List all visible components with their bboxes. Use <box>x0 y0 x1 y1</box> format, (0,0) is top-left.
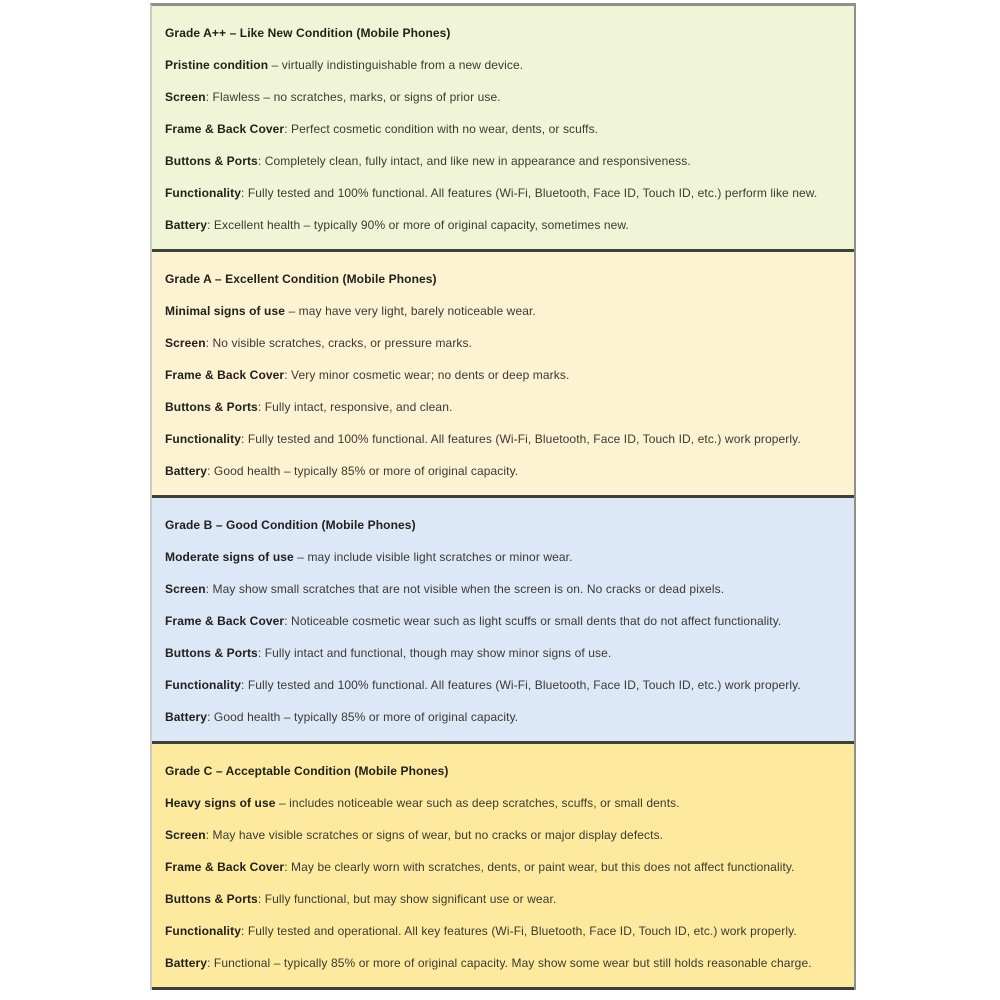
spec-line-buttons-ports <box>165 400 841 414</box>
spec-line-frame-back-cover <box>165 122 841 136</box>
spec-label: Screen <box>165 90 206 104</box>
spec-label: Functionality <box>165 678 241 692</box>
spec-label: Functionality <box>165 432 241 446</box>
spec-line-heavy-signs-of-use <box>165 796 841 810</box>
spec-line-screen <box>165 90 841 104</box>
spec-line-buttons-ports <box>165 892 841 906</box>
spec-label: Screen <box>165 828 206 842</box>
spec-text: : May be clearly worn with scratches, dents, or paint wear, but this does not affect functionality. <box>284 860 795 874</box>
spec-text: : Perfect cosmetic condition with no wear, dents, or scuffs. <box>284 122 599 136</box>
spec-line-functionality <box>165 186 841 200</box>
spec-label: Buttons & Ports <box>165 154 258 168</box>
grade-section-title: Grade A – Excellent Condition (Mobile Phones) <box>165 272 437 286</box>
grade-section-a <box>152 252 854 498</box>
spec-text: : Functional – typically 85% or more of original capacity. May show some wear but still holds reasonable charge. <box>207 956 812 970</box>
grade-section-b <box>152 498 854 744</box>
spec-line-minimal-signs-of-use <box>165 304 841 318</box>
spec-line-frame-back-cover <box>165 860 841 874</box>
spec-label: Buttons & Ports <box>165 892 258 906</box>
spec-text: : Fully tested and operational. All key features (Wi-Fi, Bluetooth, Face ID, Touch ID, etc.) work properly. <box>240 924 797 938</box>
grading-document <box>150 3 856 990</box>
spec-text: – virtually indistinguishable from a new device. <box>268 58 524 72</box>
spec-line-screen <box>165 582 841 596</box>
spec-label: Moderate signs of use <box>165 550 294 564</box>
spec-text: : May have visible scratches or signs of wear, but no cracks or major display defects. <box>205 828 664 842</box>
grade-section-a-plus-plus <box>152 6 854 252</box>
spec-text: : Good health – typically 85% or more of original capacity. <box>207 464 519 478</box>
spec-label: Minimal signs of use <box>165 304 286 318</box>
spec-label: Battery <box>165 956 208 970</box>
spec-line-battery <box>165 956 841 970</box>
spec-line-functionality <box>165 678 841 692</box>
spec-label: Buttons & Ports <box>165 646 258 660</box>
spec-text: : Fully functional, but may show significant use or wear. <box>257 892 557 906</box>
spec-line-screen <box>165 336 841 350</box>
spec-label: Frame & Back Cover <box>165 368 285 382</box>
spec-label: Frame & Back Cover <box>165 614 285 628</box>
spec-label: Frame & Back Cover <box>165 122 285 136</box>
spec-text: : No visible scratches, cracks, or pressure marks. <box>205 336 473 350</box>
spec-line-battery <box>165 218 841 232</box>
spec-text: – includes noticeable wear such as deep scratches, scuffs, or small dents. <box>275 796 680 810</box>
spec-text: : May show small scratches that are not visible when the screen is on. No cracks or dead pixels. <box>205 582 725 596</box>
spec-text: : Fully tested and 100% functional. All features (Wi-Fi, Bluetooth, Face ID, Touch ID, etc.) work properly. <box>240 678 801 692</box>
spec-line-pristine-condition <box>165 58 841 72</box>
spec-line-frame-back-cover <box>165 614 841 628</box>
spec-text: : Fully intact, responsive, and clean. <box>257 400 453 414</box>
spec-label: Screen <box>165 582 206 596</box>
spec-label: Buttons & Ports <box>165 400 258 414</box>
spec-text: : Excellent health – typically 90% or more of original capacity, sometimes new. <box>207 218 629 232</box>
spec-label: Functionality <box>165 924 241 938</box>
spec-line-screen <box>165 828 841 842</box>
spec-label: Battery <box>165 218 208 232</box>
spec-text: : Very minor cosmetic wear; no dents or deep marks. <box>284 368 570 382</box>
spec-label: Battery <box>165 464 208 478</box>
spec-text: : Flawless – no scratches, marks, or signs of prior use. <box>205 90 501 104</box>
spec-text: : Completely clean, fully intact, and like new in appearance and responsiveness. <box>257 154 691 168</box>
spec-line-buttons-ports <box>165 646 841 660</box>
spec-text: : Fully tested and 100% functional. All features (Wi-Fi, Bluetooth, Face ID, Touch ID, etc.) work properly. <box>240 432 801 446</box>
grade-section-title: Grade B – Good Condition (Mobile Phones) <box>165 518 416 532</box>
grade-section-title: Grade C – Acceptable Condition (Mobile Phones) <box>165 764 449 778</box>
grade-section-title: Grade A++ – Like New Condition (Mobile Phones) <box>165 26 451 40</box>
spec-label: Heavy signs of use <box>165 796 276 810</box>
spec-line-battery <box>165 710 841 724</box>
spec-line-frame-back-cover <box>165 368 841 382</box>
spec-label: Functionality <box>165 186 241 200</box>
grade-section-c <box>152 744 854 990</box>
spec-label: Frame & Back Cover <box>165 860 285 874</box>
spec-text: : Noticeable cosmetic wear such as light scuffs or small dents that do not affect functionality. <box>284 614 782 628</box>
spec-line-buttons-ports <box>165 154 841 168</box>
spec-label: Pristine condition <box>165 58 269 72</box>
spec-text: – may have very light, barely noticeable wear. <box>285 304 536 318</box>
spec-line-moderate-signs-of-use <box>165 550 841 564</box>
spec-text: : Good health – typically 85% or more of original capacity. <box>207 710 519 724</box>
spec-text: – may include visible light scratches or minor wear. <box>293 550 573 564</box>
spec-text: : Fully intact and functional, though may show minor signs of use. <box>257 646 612 660</box>
spec-label: Battery <box>165 710 208 724</box>
spec-line-battery <box>165 464 841 478</box>
spec-line-functionality <box>165 924 841 938</box>
spec-line-functionality <box>165 432 841 446</box>
spec-label: Screen <box>165 336 206 350</box>
spec-text: : Fully tested and 100% functional. All features (Wi-Fi, Bluetooth, Face ID, Touch ID, etc.) perform like new. <box>240 186 818 200</box>
